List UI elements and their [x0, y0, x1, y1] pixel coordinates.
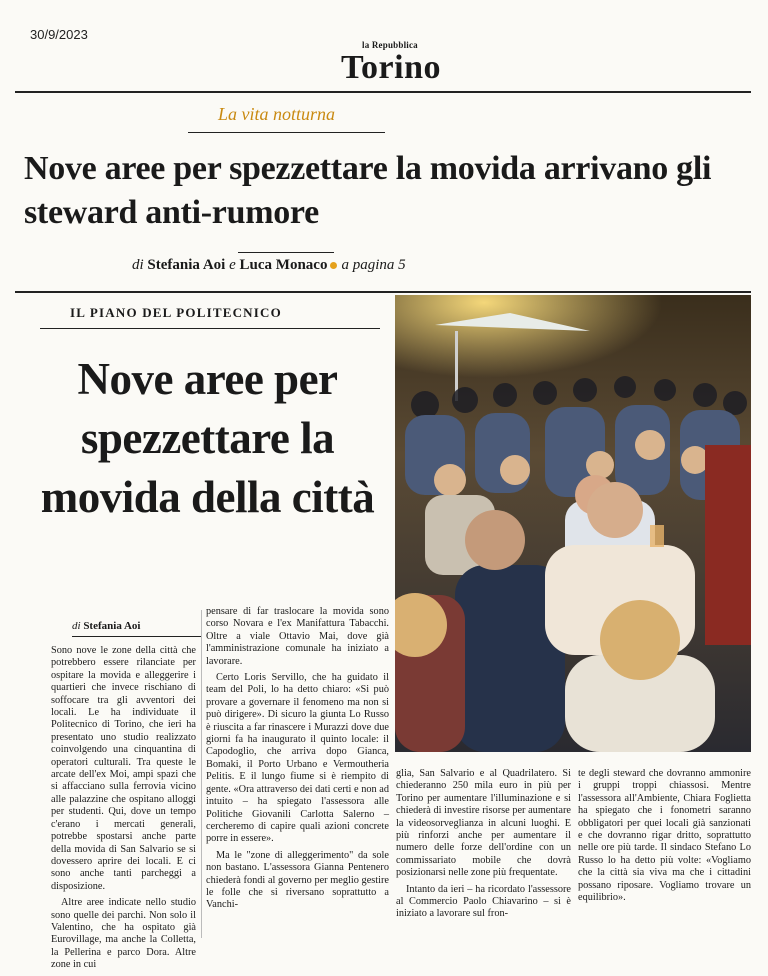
bullet-icon: [330, 262, 337, 269]
byline-author-2: Luca Monaco: [239, 257, 328, 273]
front-bottom-rule: [15, 291, 751, 293]
article-author: [72, 620, 140, 632]
kicker-rule: [188, 132, 385, 133]
col3-para-2: Intanto da ieri – ha ricordato l'assessore al Commercio Paolo Chiavarino – si è iniziato a lavorare sul fron-: [396, 883, 571, 920]
section-rule: [40, 328, 380, 329]
col2-para-2: Certo Loris Servillo, che ha guidato il team del Poli, lo ha detto chiaro: «Si può provare a governare il fenomeno ma non si può dirigere». Di sicuro la giunta Lo Russo è riuscita a far rinascere i Murazzi dove due giorni fa ha inaugurato il quinto locale: il Capodoglio, che arriva dopo Gianca, Bomaki, il Porto Urbano e Vermoutheria Pelitis. E il lungo fiume si è riempito di gente. «Ora attraverso dei dati certi e non ad intuito – ha spiegato l'assessora alle Politiche Giovanili Carlotta Salerno – cercheremo di capire quali azioni concrete porre in essere».: [206, 672, 389, 845]
author-prefix: di: [72, 620, 81, 632]
byline-author-1: Stefania Aoi: [147, 257, 226, 273]
date-stamp: 30/9/2023: [30, 27, 88, 42]
front-headline: Nove aree per spezzettare la movida arrivano gli steward anti-rumore: [24, 150, 712, 231]
publisher-logo: la Repubblica: [362, 40, 418, 50]
column-divider: [201, 610, 202, 938]
text-column-3: [396, 768, 571, 925]
text-column-2: [206, 606, 389, 916]
front-byline: [132, 257, 406, 274]
crowd-photo: [395, 295, 751, 752]
edition-title: Torino: [341, 49, 442, 86]
author-name: Stefania Aoi: [83, 620, 141, 632]
front-kicker: La vita notturna: [218, 104, 336, 124]
text-column-4: [578, 768, 751, 908]
col1-para-1: Sono nove le zone della città che potrebbero essere rilanciate per ospitare la movida e alleggerire i quartieri che invece rischiano di soffocare tra gli avventori dei locali. Le ha individuate il Politecnico di Torino, che ieri ha presentato uno studio realizzato coinvolgendo una cinquantina di operatori culturali. Tra queste le arcate dell'ex Moi, ampi spazi che si affacciano sulla ferrovia vicino alle palazzine che ospitano alloggi per studenti. Qui, dove un tempo c'erano i mercati generali, potrebbe spostarsi anche parte della movida di San Salvario se si dovessero aprire dei locali. E ci sono anche tanti parcheggi a disposizione.: [51, 645, 196, 892]
section-label: IL PIANO DEL POLITECNICO: [70, 305, 282, 320]
page-ref: a pagina 5: [341, 257, 406, 273]
byline-conj: e: [229, 257, 236, 273]
col2-para-3: Ma le "zone di alleggerimento" da sole non bastano. L'assessora Gianna Pentenero chiederà fondi al governo per meglio gestire le folle che si riversano soprattutto a Vanchi-: [206, 849, 389, 911]
author-rule: [72, 636, 202, 637]
byline-rule: [238, 252, 334, 253]
masthead-rule: [15, 91, 751, 93]
article-title: Nove aree per spezzettare la movida della città: [40, 354, 375, 522]
col2-para-1: pensare di far traslocare la movida sono corso Novara e l'ex Manifattura Tabacchi. Oltre a viale Ottavio Mai, dove già l'amministrazione comunale ha iniziato a lavorare.: [206, 606, 389, 667]
crowd-photo-icon: [395, 295, 751, 752]
byline-prefix: di: [132, 257, 144, 273]
col4-para-1: te degli steward che dovranno ammonire i gruppi troppi chiassosi. Mentre l'assessora all'Ambiente, Chiara Foglietta ha spiegato che i fonometri saranno obbligatori per quei locali già sanzionati e che dovranno rigar dritto, soprattutto nelle ore più tarde. Il sindaco Stefano Lo Russo lo ha detto più volte: «Vogliamo che la città sia viva ma che i cittadini possano riposare. Vogliamo trovare un equilibrio».: [578, 768, 751, 904]
text-column-1: [51, 645, 196, 976]
col3-para-1: glia, San Salvario e al Quadrilatero. Si chiederanno 250 mila euro in più per Torino per aumentare l'illuminazione e si chiederà di investire risorse per aumentare la videosorveglianza in alcuni luoghi. E più rinforzi anche per aumentare il numero delle forze dell'ordine con un commissariato mobile che dovrà posizionarsi nelle zone più frequentate.: [396, 768, 571, 879]
col1-para-2: Altre aree indicate nello studio sono quelle dei parchi. Non solo il Valentino, che ha ospitato già Eurovillage, ma anche la Colletta, la Pellerina e parco Dora. Altre zone in cui: [51, 897, 196, 971]
